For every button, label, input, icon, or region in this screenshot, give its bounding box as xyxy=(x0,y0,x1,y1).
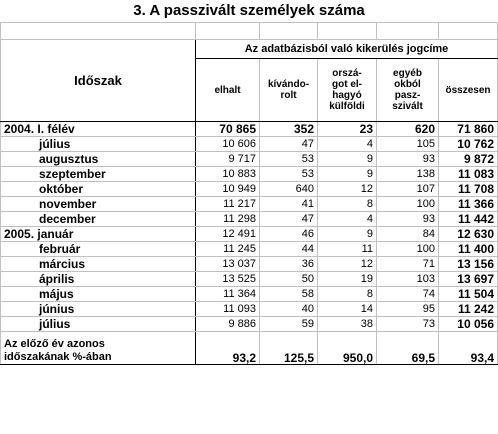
summary-value: 93,2 xyxy=(196,332,260,365)
cell-value: 9 xyxy=(318,167,377,182)
cell-value: 13 037 xyxy=(196,257,260,272)
cell-value: 84 xyxy=(377,227,439,242)
cell-value: 12 xyxy=(318,257,377,272)
cell-value: 100 xyxy=(377,242,439,257)
cell-value: 50 xyxy=(260,272,318,287)
summary-label xyxy=(1,332,196,365)
cell-value: 46 xyxy=(260,227,318,242)
cell-value: 53 xyxy=(260,167,318,182)
cell-value: 103 xyxy=(377,272,439,287)
cell-value: 107 xyxy=(377,182,439,197)
cell-value: 11 400 xyxy=(439,242,498,257)
row-label: 2004. I. félév xyxy=(1,122,196,137)
cell-value: 11 093 xyxy=(196,302,260,317)
passive-persons-table xyxy=(0,22,498,365)
cell-value: 47 xyxy=(260,212,318,227)
table-row xyxy=(1,257,498,272)
cell-value: 71 xyxy=(377,257,439,272)
row-label: július xyxy=(1,317,196,332)
row-label: 2005. január xyxy=(1,227,196,242)
row-label: október xyxy=(1,182,196,197)
table-row xyxy=(1,122,498,137)
cell-value: 38 xyxy=(318,317,377,332)
row-label: február xyxy=(1,242,196,257)
table-row xyxy=(1,302,498,317)
cell-value: 12 xyxy=(318,182,377,197)
cell-value: 13 697 xyxy=(439,272,498,287)
cell-value: 11 504 xyxy=(439,287,498,302)
cell-value: 9 717 xyxy=(196,152,260,167)
cell-value: 19 xyxy=(318,272,377,287)
cell-value: 11 217 xyxy=(196,197,260,212)
row-label: július xyxy=(1,137,196,152)
cell-value: 11 364 xyxy=(196,287,260,302)
summary-row xyxy=(1,332,498,365)
cell-value: 640 xyxy=(260,182,318,197)
table-row xyxy=(1,137,498,152)
cell-value: 12 630 xyxy=(439,227,498,242)
cell-value: 47 xyxy=(260,137,318,152)
cell-value: 11 083 xyxy=(439,167,498,182)
cell-value: 10 762 xyxy=(439,137,498,152)
cell-value: 100 xyxy=(377,197,439,212)
cell-value: 11 xyxy=(318,242,377,257)
cell-value: 4 xyxy=(318,137,377,152)
cell-value: 11 366 xyxy=(439,197,498,212)
cell-value: 58 xyxy=(260,287,318,302)
summary-value: 69,5 xyxy=(377,332,439,365)
cell-value: 620 xyxy=(377,122,439,137)
table-row xyxy=(1,212,498,227)
cell-value: 13 525 xyxy=(196,272,260,287)
cell-value: 11 708 xyxy=(439,182,498,197)
table-title: 3. A passzivált személyek száma xyxy=(133,2,365,19)
cell-value: 9 xyxy=(318,227,377,242)
row-label: szeptember xyxy=(1,167,196,182)
cell-value: 73 xyxy=(377,317,439,332)
cell-value: 44 xyxy=(260,242,318,257)
table-row xyxy=(1,242,498,257)
cell-value: 9 886 xyxy=(196,317,260,332)
table-row xyxy=(1,167,498,182)
summary-value: 950,0 xyxy=(318,332,377,365)
cell-value: 352 xyxy=(260,122,318,137)
cell-value: 71 860 xyxy=(439,122,498,137)
cell-value: 53 xyxy=(260,152,318,167)
summary-label-line1: Az előző év azonos xyxy=(4,338,105,350)
cell-value: 13 156 xyxy=(439,257,498,272)
cell-value: 40 xyxy=(260,302,318,317)
row-label: június xyxy=(1,302,196,317)
summary-label-line2: időszakának %-ában xyxy=(4,351,112,363)
cell-value: 59 xyxy=(260,317,318,332)
row-label: április xyxy=(1,272,196,287)
column-header-3: orszá- got el- hagyó külföldi xyxy=(318,59,377,122)
header-group-row xyxy=(1,40,498,59)
cell-value: 4 xyxy=(318,212,377,227)
row-label: augusztus xyxy=(1,152,196,167)
cell-value: 10 606 xyxy=(196,137,260,152)
column-header-5: összesen xyxy=(439,59,498,122)
row-label: május xyxy=(1,287,196,302)
table-row xyxy=(1,287,498,302)
cell-value: 8 xyxy=(318,287,377,302)
column-header-4: egyéb okból pasz- szivált xyxy=(377,59,439,122)
period-header: Időszak xyxy=(1,40,196,122)
table-row xyxy=(1,317,498,332)
cell-value: 70 865 xyxy=(196,122,260,137)
cell-value: 10 883 xyxy=(196,167,260,182)
cell-value: 9 xyxy=(318,152,377,167)
summary-value: 125,5 xyxy=(260,332,318,365)
cell-value: 23 xyxy=(318,122,377,137)
row-label: március xyxy=(1,257,196,272)
row-label: november xyxy=(1,197,196,212)
cell-value: 11 245 xyxy=(196,242,260,257)
cell-value: 12 491 xyxy=(196,227,260,242)
cell-value: 93 xyxy=(377,152,439,167)
cell-value: 95 xyxy=(377,302,439,317)
spacer-row xyxy=(1,23,498,40)
cell-value: 138 xyxy=(377,167,439,182)
table-row xyxy=(1,197,498,212)
cell-value: 41 xyxy=(260,197,318,212)
table-row xyxy=(1,182,498,197)
table-row xyxy=(1,152,498,167)
cell-value: 8 xyxy=(318,197,377,212)
table-row xyxy=(1,227,498,242)
cell-value: 11 442 xyxy=(439,212,498,227)
cell-value: 105 xyxy=(377,137,439,152)
cell-value: 36 xyxy=(260,257,318,272)
cell-value: 10 949 xyxy=(196,182,260,197)
cell-value: 74 xyxy=(377,287,439,302)
cell-value: 11 242 xyxy=(439,302,498,317)
column-header-2: kívándo- rolt xyxy=(260,59,318,122)
row-label: december xyxy=(1,212,196,227)
column-header-1: elhalt xyxy=(196,59,260,122)
table-row xyxy=(1,272,498,287)
cell-value: 93 xyxy=(377,212,439,227)
cell-value: 9 872 xyxy=(439,152,498,167)
group-header: Az adatbázisból való kikerülés jogcíme xyxy=(196,40,498,59)
summary-value: 93,4 xyxy=(439,332,498,365)
cell-value: 10 056 xyxy=(439,317,498,332)
cell-value: 14 xyxy=(318,302,377,317)
cell-value: 11 298 xyxy=(196,212,260,227)
